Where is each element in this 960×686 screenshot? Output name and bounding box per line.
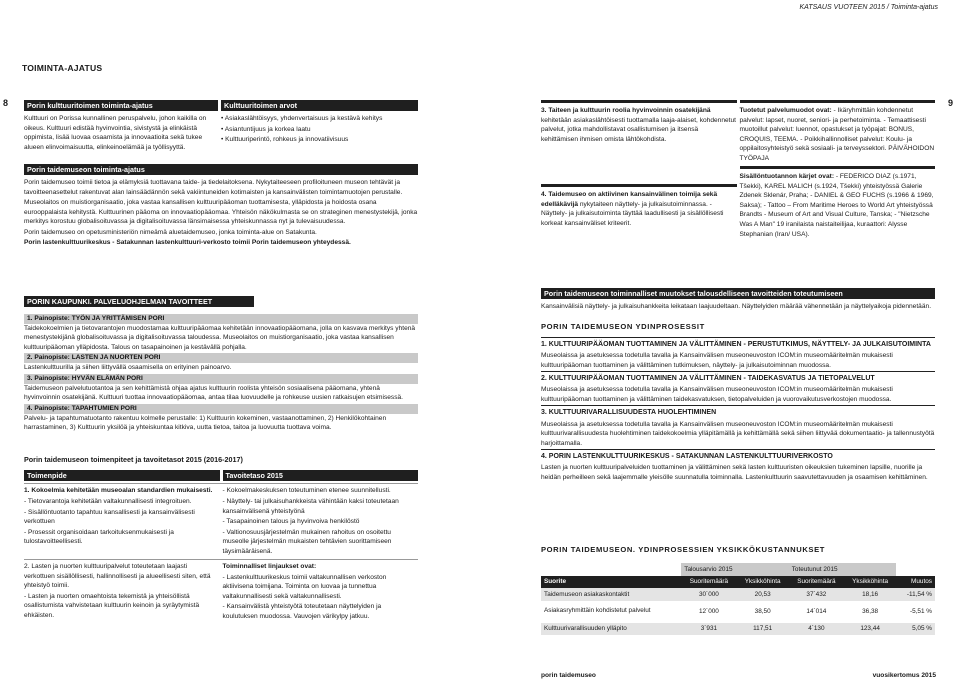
painopiste-title: 2. Painopiste: LASTEN JA NUORTEN PORI: [24, 353, 418, 363]
divider: [541, 449, 935, 450]
cell-line: Toiminnalliset linjaukset ovat:: [222, 563, 317, 571]
taidemuseo-heading: Porin taidemuseon toiminta-ajatus: [24, 164, 418, 175]
painopiste-title: 1. Painopiste: TYÖN JA YRITTÄMISEN PORI: [24, 314, 418, 324]
table-row: [541, 601, 935, 623]
cell: 5,05 %: [896, 623, 935, 636]
cell: 20,53: [737, 588, 789, 601]
cell-line: - Lasten ja nuorten omaehtoista tekemistä ja yhteisöllistä osallistumista vahvistetaan kulttuurin keinoin ja syräytymistä ehkäisten.: [24, 592, 200, 619]
column-header: Suoritemäärä: [681, 576, 736, 589]
cell: 38,50: [754, 607, 771, 615]
cell-line: - Prosessit organisoidaan tarkoituksenmukaisesti ja tulostavoitteellisesti.: [24, 528, 174, 546]
cost-table: [541, 563, 935, 635]
painopiste-text: Taidekokoelmien ja tietovarantojen muodostamaa kulttuuripääomaa kehitetään innovaatiopääomana, jolla on kasvava merkitys yhtenä menestystekijänä globalisoituvassa ja digitalisoituvassa taloudessa. Museolaitos on muistiorganisaatio, joka vastaa kansallisen kulttuuripääoman ylläpidosta. Talous on tasapainoinen ja kestävällä pohjalla.: [24, 324, 416, 351]
prosessi-text: Lasten ja nuorten kulttuuripalveluiden tuottaminen ja välittäminen sekä lasten kulttuuristen oikeuksien tukeminen lapsille, nuorille ja heidän perheilleen sekä laajemmalle yleisölle suunnatulla toiminnalla. Lastenkulttuurin saavutettavuuden ja osaamisen kehittäminen.: [541, 464, 928, 481]
cell-line: - Kansainvälistä yhteistyötä toteutetaan näyttelyiden ja koulutuksen muodossa. Vauvojen värikylpy jatkuu.: [222, 603, 382, 620]
column-header: Suorite: [541, 576, 681, 589]
cell: 123,44: [844, 623, 896, 636]
footer-left: porin taidemuseo: [541, 672, 596, 679]
cell-line: 1. Kokoelmia kehitetään museoalan standardien mukaisesti.: [24, 487, 213, 495]
cell-line: - Sisällöntuotanto tapahtuu kansallisesti ja kansainvälisesti verkottuen: [24, 508, 195, 526]
taidemuseo-paragraph: Museolaitos on muistiorganisaatio, joka vastaa kansallisen kulttuuripääoman tuottamisesta, ylläpidosta ja hoidosta osana eurooppalaista kehitystä. Kulttuurinen pääoma on innovaatiopääomaa. Yhteisön näkökulmasta se on strateginen menestystekijä, jonka merkitys korostuu globalisoituvassa ja digitalisoituvassa länsimaisessa yhteiskunnassa nyt ja tulevaisuudessa.: [24, 199, 418, 226]
cell: 4´130: [789, 623, 844, 636]
painopiste-text: Palvelu- ja tapahtumatuotanto rakentuu kolmelle perustalle: 1) Kulttuurin kokeminen, vastaanottaminen, 2) Henkilökohtainen harrastaminen, 3) Kulttuurin yksilöä ja yhteiskuntaa kitkiva, uutta tietoa, taitoa ja luovuutta tuottava voima.: [24, 414, 387, 432]
prosessi-title: 4. PORIN LASTENKULTTUURIKESKUS - SATAKUNNAN LASTENKULTTUURIVERKOSTO: [541, 453, 833, 461]
divider-bar: [541, 184, 737, 187]
divider-bar: [740, 100, 936, 103]
cell-line: - Tietovarantoja kehitetään valtakunnallisesti integroituen.: [24, 497, 192, 505]
cell-line: - Näyttely- tai julkaisuhankkeista vähintään kaksi toteutetaan kansainvälisenä yhteistyönä: [222, 497, 399, 515]
cell: 12´000: [698, 607, 719, 615]
prosessi-text: Museolaissa ja asetuksessa todetulla tavalla ja Kansainvälisen museoneuvoston ICOM:in museomääritelmän mukaisesti kulttuuripääoman tuottaminen ja välittäminen tutkimuksen, näyttely- ja julkaisutoiminnan muodossa.: [541, 352, 893, 369]
kaupunki-heading: PORIN KAUPUNKI. PALVELUOHJELMAN TAVOITTEET: [24, 296, 254, 307]
page-number-left: 8: [3, 98, 9, 108]
taidemuseo-paragraph: Porin taidemuseo on opetusministeriön nimeämä aluetaidemuseo, jonka toiminta-alue on Satakunta.: [24, 228, 317, 236]
group-header: Talousarvio 2015: [681, 563, 788, 576]
divider: [541, 405, 935, 406]
toimenpide-cell: [24, 562, 220, 622]
prosessi-title: 2. KULTTUURIPÄÄOMAN TUOTTAMINEN JA VÄLITTÄMINEN - TAIDEKASVATUS JA TIETOPALVELUT: [541, 375, 875, 383]
column-header: Yksikköhinta: [844, 576, 896, 589]
divider: [541, 371, 935, 372]
palvelu-item: Tuotetut palvelumuodot ovat: - Ikäryhmittäin kohdennetut palvelut: lapset, nuoret, seniori- ja perhetoiminta. - Temaattisesti muotoillut palvelut: luennot, opastukset ja työpajat: BONUS, CROQUIS, TEEMA. - Poikkihallinnolliset palvelut: Koulu- ja oppilaitosyhteistyö sekä sosiaali- ja terveyssektori. PÄIVÄHOIDON TYÖPAJA: [739, 107, 935, 162]
toimenpide-cell: [24, 486, 220, 557]
cell: 18,16: [844, 588, 896, 601]
palvelu-item: Sisällöntuotannon kärjet ovat: - FEDERICO DIAZ (s.1971, Tšekki), KAREL MALICH (s.1924, Tšekki) yhteistyössä Galerie Zdenek Sklenár, Praha; - DANIEL & GEO FUCHS (s.1966 & 1969, Saksa); - Tattoo – From Maritime Heroes to World Art yhteistyössä Brandts - Museum of Art and Visual Culture, Tanska; - "Nietzsche Was A Man" 19 iranilaista naistaiteilijaa, kuraattori: Alysse Stephanian (Iran/ USA).: [739, 173, 934, 238]
prosessi-title: 3. KULTTUURIVARALLISUUDESTA HUOLEHTIMINEN: [541, 409, 717, 417]
divider-bar: [541, 100, 737, 103]
column-header: Yksikköhinta: [737, 576, 789, 589]
kulttuuritoimen-text: Kulttuuri on Porissa kunnallinen peruspalvelu, johon kaikilla on oikeus. Kulttuuri edistää hyvinvointia, sivistystä ja elinkäistä oppimista, lisää luovaa osaamista ja innovaatioita sekä tukee alueen elinvoimaisuutta, elinkeinoelämää ja työllisyyttä.: [24, 115, 207, 151]
prosessit-heading: PORIN TAIDEMUSEON YDINPROSESSIT: [541, 322, 705, 331]
cell: 36,38: [862, 607, 879, 615]
painopiste-title: 3. Painopiste: HYVÄN ELÄMÄN PORI: [24, 374, 418, 384]
tavoitetaso-cell: [223, 562, 419, 622]
cell: 37´432: [789, 588, 844, 601]
cell: Asiakasryhmittäin kohdistetut palvelut: [544, 607, 651, 615]
page-number-right: 9: [948, 98, 954, 108]
palvelu-right: [740, 100, 936, 240]
arvot-item: • Asiantuntijuus ja korkea laatu: [221, 125, 311, 133]
column-header: Suoritemäärä: [789, 576, 844, 589]
prosessit-block: [541, 321, 935, 483]
cell-line: - Lastenkulttuurikeskus toimii valtakunnallisen verkoston aktiivisena toimijana. Toiminta on luovaa ja tunnettua valtakunnallisesti sekä valtakunnallisesti.: [222, 573, 387, 600]
cell-line: - Kokoelmakeskuksen toteutuminen etenee suunnitellusti.: [222, 487, 391, 495]
tavoitetaso-column-header: Tavoitetaso 2015: [223, 470, 419, 481]
kulttuuritoimen-heading: Porin kulttuuritoimen toiminta-ajatus: [24, 100, 218, 111]
muutokset-block: [541, 288, 935, 313]
arvot-heading: Kulttuuritoimen arvot: [221, 100, 418, 111]
taidemuseo-paragraph: Porin taidemuseo toimii tietoa ja elämyksiä tuottavana taide- ja tiedelaitoksena. Nykytaiteeseen profiloituneen museon tehtävät ja tavoitteenasettelut rakentuvat alan lainsäädännön sekä vakiintuneiden kotimaisten ja kansainvälisten toimintamuotojen perustalle.: [24, 179, 403, 196]
taidemuseo-paragraph: Porin lastenkulttuurikeskus - Satakunnan lastenkulttuuri-verkosto toimii Porin taidemuseon yhteydessä.: [24, 239, 351, 247]
cell: 3´931: [681, 623, 736, 636]
painopiste-title: 4. Painopiste: TAPAHTUMIEN PORI: [24, 404, 418, 414]
divider: [541, 337, 935, 338]
taidemuseo-block: [24, 164, 418, 249]
cell: -5,51 %: [909, 607, 932, 615]
kulttuuritoimen-block: [24, 100, 218, 153]
prosessi-text: Museolaissa ja asetuksessa todetulla tavalla ja Kansainvälisen museoneuvoston ICOM:in museomääritelmän mukaisesti kulttuuripääoman tuottaminen ja välittäminen taidekasvatuksen, tietopalveluiden ja vuorovaikutusverkostojen muodossa.: [541, 386, 893, 403]
arvot-block: [221, 100, 418, 146]
column-header: Muutos: [896, 576, 935, 589]
table-row: [541, 623, 935, 636]
arvot-item: • Kulttuuriperintö, rohkeus ja innovatiivisuus: [221, 136, 349, 144]
cell: 30´000: [681, 588, 736, 601]
painopiste-text: Lastenkulttuurilla ja siihen liittyvällä osaamisella on erityinen painoarvo.: [24, 364, 232, 372]
palvelu-item: 4. Taidemuseo on aktiivinen kansainvälinen toimija sekä edelläkävijä nykytaiteen näyttely- ja julkaisutoiminnassa. - Näyttely- ja julkaisutoiminta täyttää laadullisesti ja sisällöllisesti korkeat kansainväliset kriteerit.: [541, 191, 724, 227]
cell: Kulttuurivarallisuuden ylläpito: [541, 623, 681, 636]
running-header: KATSAUS VUOTEEN 2015 / Toiminta-ajatus: [799, 4, 938, 11]
cell-line: - Tasapainoinen talous ja hyvinvoiva henkilöstö: [222, 518, 360, 526]
toimenpiteet-heading: Porin taidemuseon toimenpiteet ja tavoitetasot 2015 (2016-2017): [24, 455, 243, 464]
cell-line: 2. Lasten ja nuorten kulttuuripalvelut toteutetaan laajasti verkottuen sisällöllisesti, hallinnollisesti ja alueellisesti siten, että yhteistyö toimii.: [24, 563, 211, 590]
palvelu-item: 3. Taiteen ja kulttuurin roolia hyvinvoinnin osatekijänä kehitetään asiakaslähtöisesti tuottamalla laaja-alaiset, kohdennetut palvelut, jotka mahdollistavat osallistumisen ja itsensä kehittämisen ihmisen omista lähtökohdista.: [541, 107, 737, 143]
group-header: Toteutunut 2015: [789, 563, 896, 576]
painopiste-text: Taidemuseon palvelutuotantoa ja sen kehittämistä ohjaa ajatus kulttuurin roolista yhteisön sosiaalisena pääomana, yhtenä hyvinvoinnin osatekijänä. Kulttuuri tuottaa innovaatiopääomaa, antaa tilaa luovuudelle ja rohkeuse uusien ratkaisujen etsimisessä.: [24, 384, 404, 402]
kaupunki-block: [24, 296, 418, 434]
arvot-item: • Asiakaslähtöisyys, yhdenvertaisuus ja kestävä kehitys: [221, 115, 383, 122]
muutokset-text: Kansainvälisiä näyttely- ja julkaisuhankkeita leikataan laajuudeltaan. Näyttelyiden määrää vähennetään ja näyttelyaikoja pidennetään.: [541, 303, 932, 310]
palvelu-left: [541, 100, 737, 240]
prosessi-text: Museolaissa ja asetuksessa todetulla tavalla ja Kansainvälisen museoneuvoston ICOM:in museomääritelmän mukaisesti kulttuurivarallisuudesta huolehtiminen taidekokoelmia ylläpitämällä ja kehittämällä sekä siihen liittyvää dokumentaatio- ja tallennustyötä harjoittamalla.: [541, 420, 935, 447]
talous-heading: PORIN TAIDEMUSEON. YDINPROSESSIEN YKSIKKÖKUSTANNUKSET: [541, 545, 825, 554]
cell: -11,54 %: [896, 588, 935, 601]
muutokset-heading: Porin taidemuseon toiminnalliset muutokset talousdelliseen tavoitteiden toteutumiseen: [541, 288, 935, 299]
section-title: TOIMINTA-AJATUS: [22, 63, 103, 73]
tavoitetaso-cell: [223, 486, 419, 557]
table-row: [541, 588, 935, 601]
footer-right: vuosikertomus 2015: [872, 672, 936, 679]
cell: 14´014: [806, 607, 827, 615]
divider-bar: [740, 166, 936, 169]
talous-block: [541, 544, 935, 635]
cell: 117,51: [737, 623, 789, 636]
palvelu-block: [541, 100, 935, 240]
cell: Taidemuseon asiakaskontaktit: [541, 588, 681, 601]
toimenpide-column-header: Toimenpide: [24, 470, 220, 481]
prosessi-title: 1. KULTTUURIPÄÄOMAN TUOTTAMINEN JA VÄLITTÄMINEN - PERUSTUTKIMUS, NÄYTTELY- JA JULKAISUTOIMINTA: [541, 341, 931, 348]
toimenpiteet-block: [24, 455, 418, 623]
cell-line: - Valtionosuusjärjestelmän mukainen rahoitus on osoitettu museolle järjestelmän mukaisten tehtävien suorittamiseen täysimääräisenä.: [222, 528, 392, 555]
